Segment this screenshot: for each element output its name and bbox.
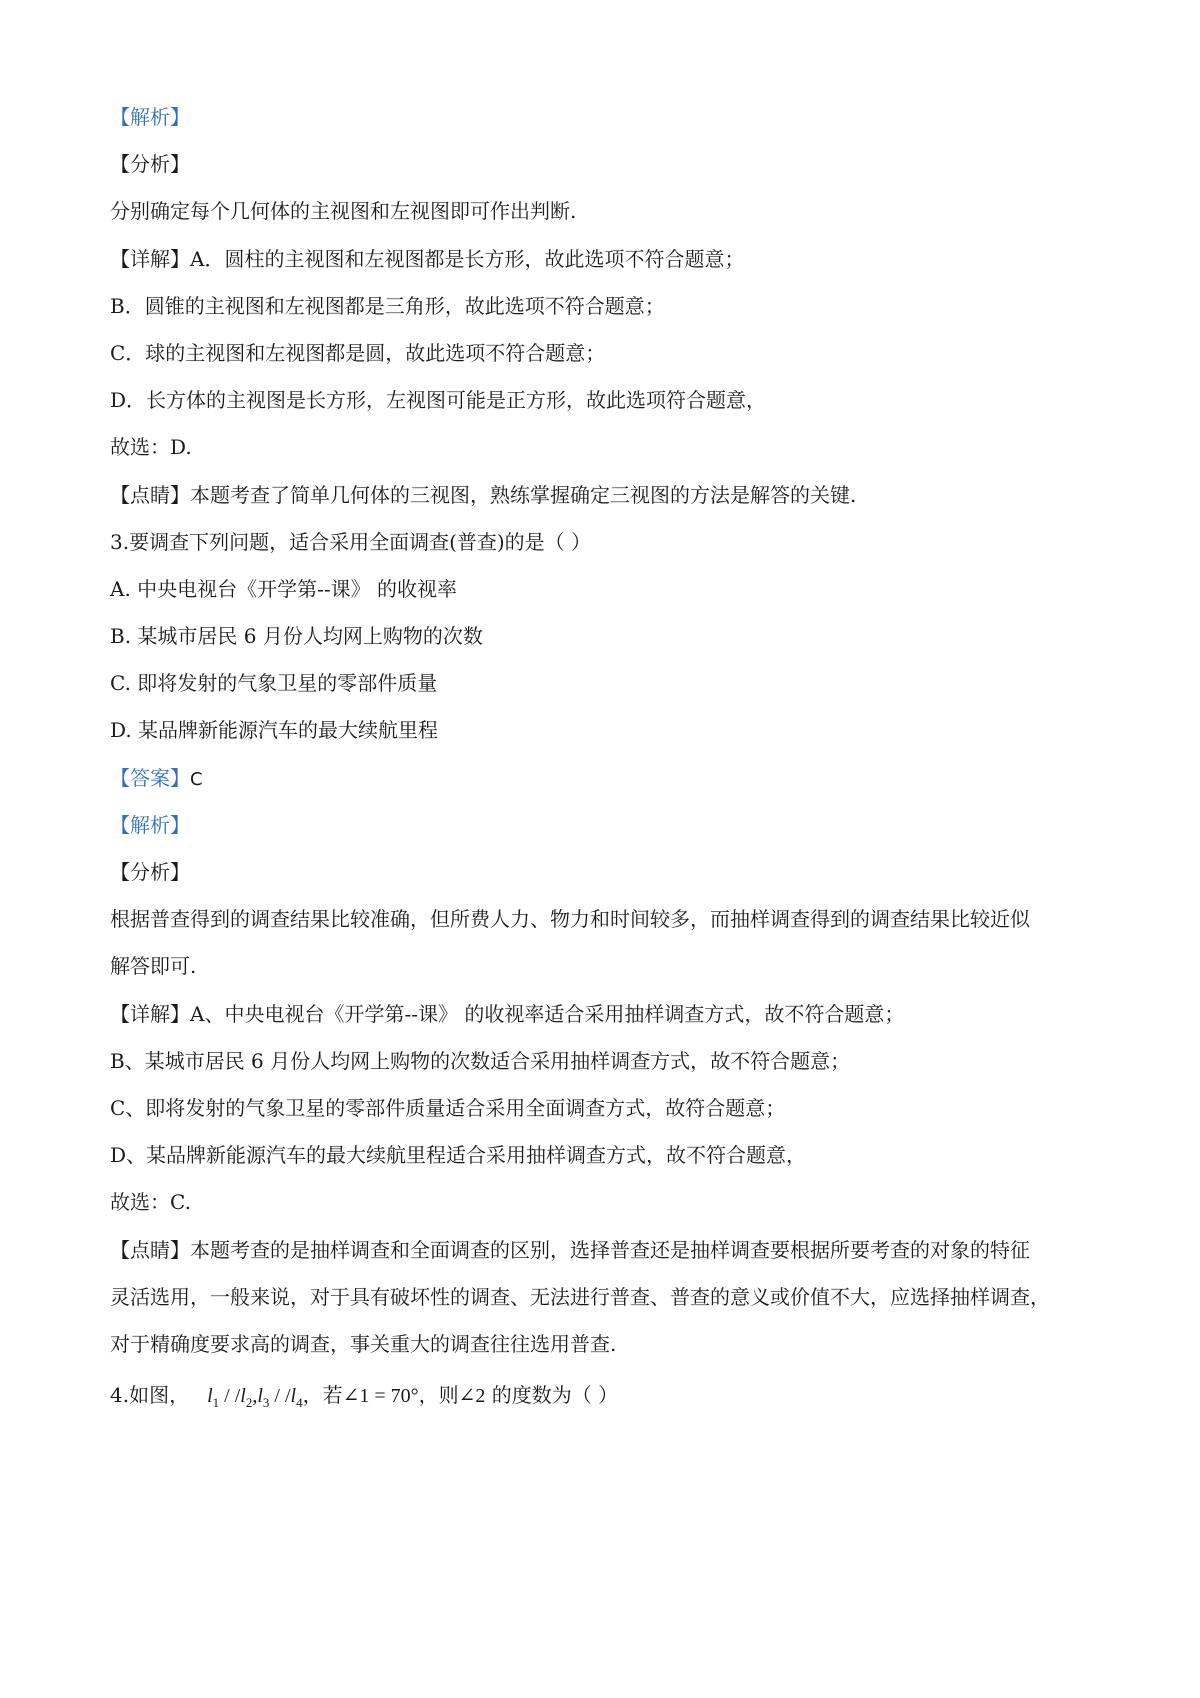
q2-fenxi-text: 分别确定每个几何体的主视图和左视图即可作出判断.	[110, 199, 577, 224]
q3-answer-line	[110, 755, 1110, 802]
q3-dianjing-line3: 对于精确度要求高的调查，事关重大的调查往往选用普查.	[110, 1331, 617, 1356]
q3-dianjing-text1: 本题考查的是抽样调查和全面调查的区别，选择普查还是抽样调查要根据所要考查的对象的特征	[190, 1237, 1030, 1262]
q4-parallel-2: / /	[269, 1385, 291, 1408]
q3-dianjing-tag: 【点睛】	[110, 1237, 190, 1262]
q3-detail-a-line	[110, 991, 1110, 1038]
document-content	[110, 94, 1110, 1419]
q2-detail-tag: 【详解】	[110, 246, 190, 271]
q2-fenxi-tag: 【分析】	[110, 152, 190, 177]
q3-fenxi-tag: 【分析】	[110, 860, 190, 884]
q4-cond-text: ，若	[302, 1383, 343, 1408]
q3-option-b: B. 某城市居民 6 月份人均网上购物的次数	[110, 624, 483, 649]
q4-prefix: 4.如图，	[110, 1383, 190, 1408]
q2-choice: 故选：D.	[110, 435, 192, 460]
q2-analysis-tag: 【解析】	[110, 105, 190, 129]
q3-fenxi-line2: 解答即可.	[110, 954, 197, 979]
q3-choice: 故选：C.	[110, 1190, 191, 1215]
q4-angle2: ∠2	[458, 1385, 486, 1408]
q4-suffix: 的度数为（ ）	[485, 1383, 619, 1408]
q3-analysis-tag: 【解析】	[110, 812, 190, 837]
q2-detail-a-line	[110, 236, 1110, 283]
q4-l4: $l_4$	[290, 1385, 303, 1411]
q4-then-text: ，则	[418, 1383, 459, 1408]
q2-detail-c: C．球的主视图和左视图都是圆，故此选项不符合题意；	[110, 340, 606, 365]
q3-detail-a: A、中央电视台《开学第--课》 的收视率适合采用抽样调查方式，故不符合题意；	[190, 1001, 905, 1026]
q3-option-c: C. 即将发射的气象卫星的零部件质量	[110, 671, 438, 696]
q2-detail-d: D．长方体的主视图是长方形，左视图可能是正方形，故此选项符合题意，	[110, 388, 767, 413]
q4-parallel-1: / /	[219, 1385, 241, 1408]
q2-detail-a: A．圆柱的主视图和左视图都是长方形，故此选项不符合题意；	[190, 246, 745, 271]
q3-option-a: A. 中央电视台《开学第--课》 的收视率	[110, 576, 458, 601]
q2-detail-b: B．圆锥的主视图和左视图都是三角形，故此选项不符合题意；	[110, 293, 665, 318]
q2-dianjing-line	[110, 472, 1110, 519]
q3-detail-b: B、某城市居民 6 月份人均网上购物的次数适合采用抽样调查方式，故不符合题意；	[110, 1048, 851, 1073]
q3-dianjing-line1	[110, 1227, 1110, 1274]
q4-l1: $l_1$	[207, 1385, 220, 1411]
q3-answer: C	[190, 768, 203, 790]
q3-question: 3.要调查下列问题，适合采用全面调查(普查)的是（ ）	[110, 529, 592, 554]
q3-option-d: D. 某品牌新能源汽车的最大续航里程	[110, 718, 439, 743]
q3-dianjing-line2: 灵活选用，一般来说，对于具有破坏性的调查、无法进行普查、普查的意义或价值不大，应选择抽样调查，	[110, 1284, 1050, 1309]
q4-question	[110, 1372, 1110, 1419]
q3-answer-tag: 【答案】	[110, 765, 190, 790]
q4-angle1: ∠1 = 70°	[342, 1385, 419, 1408]
q2-dianjing-tag: 【点睛】	[110, 482, 190, 507]
q3-fenxi-line1: 根据普查得到的调查结果比较准确，但所费人力、物力和时间较多，而抽样调查得到的调查结果比较近似	[110, 907, 1030, 932]
q4-l2: $l_2$	[240, 1385, 253, 1411]
q2-dianjing-text: 本题考查了简单几何体的三视图，熟练掌握确定三视图的方法是解答的关键.	[190, 482, 857, 507]
q4-comma: ,	[252, 1385, 258, 1408]
q3-detail-tag: 【详解】	[110, 1001, 190, 1026]
q3-detail-c: C、即将发射的气象卫星的零部件质量适合采用全面调查方式，故符合题意；	[110, 1095, 786, 1120]
q4-l3: $l_3$	[257, 1385, 270, 1411]
q3-detail-d: D、某品牌新能源汽车的最大续航里程适合采用抽样调查方式，故不符合题意，	[110, 1143, 807, 1168]
